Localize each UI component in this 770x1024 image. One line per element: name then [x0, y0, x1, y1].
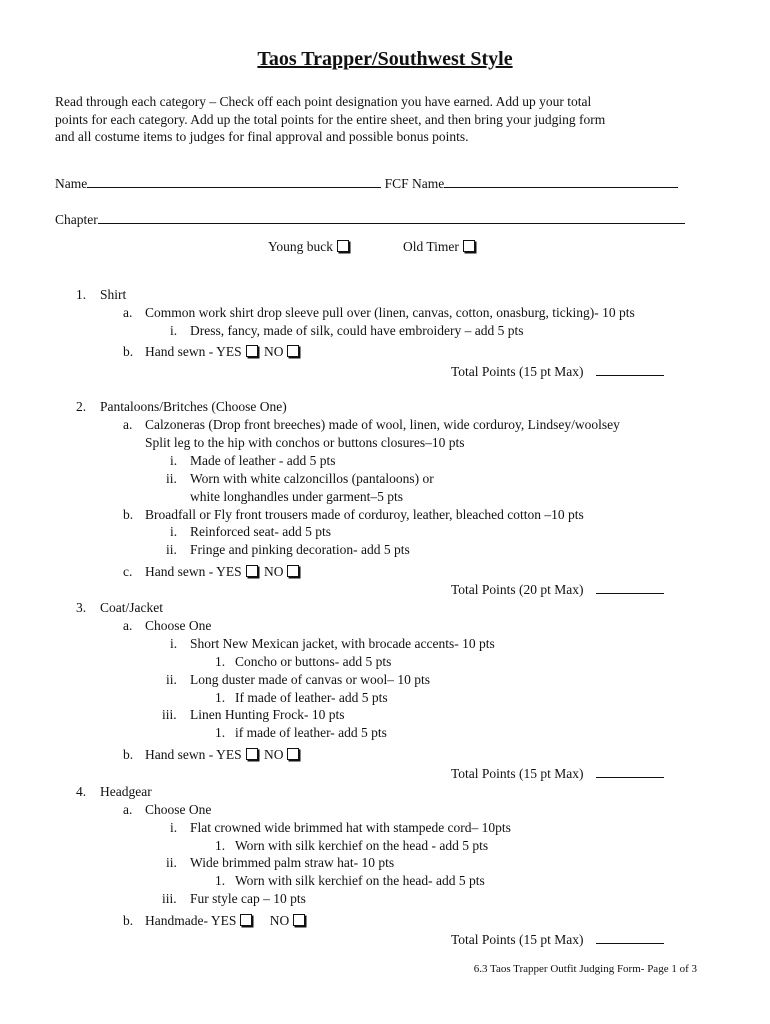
item-marker: i.	[170, 636, 178, 651]
item-text: Choose One	[145, 618, 212, 633]
item-text: Wide brimmed palm straw hat- 10 pts	[190, 855, 395, 870]
yes-checkbox[interactable]	[240, 914, 252, 926]
total-points-row	[451, 581, 664, 598]
item-marker: 1.	[215, 690, 226, 705]
item-marker: b.	[123, 344, 134, 359]
section-number: 4.	[76, 784, 87, 799]
section-number: 1.	[76, 287, 87, 302]
hand-sewn-yes-label: Hand sewn - YES	[145, 344, 242, 359]
total-points-label: Total Points (15 pt Max)	[451, 364, 584, 379]
chapter-label: Chapter	[55, 212, 98, 227]
item-text: Broadfall or Fly front trousers made of corduroy, leather, bleached cotton –10 pts	[145, 507, 584, 522]
item-marker: a.	[123, 417, 133, 432]
item-marker: 1.	[215, 838, 226, 853]
total-points-label: Total Points (20 pt Max)	[451, 582, 584, 597]
young-buck-label: Young buck	[268, 239, 334, 254]
item-text: Reinforced seat- add 5 pts	[190, 524, 331, 539]
no-label: NO	[263, 747, 284, 762]
no-checkbox[interactable]	[287, 748, 299, 760]
item-text: if made of leather- add 5 pts	[235, 725, 387, 740]
no-label: NO	[269, 913, 290, 928]
old-timer-label: Old Timer	[403, 239, 459, 254]
item-marker: iii.	[162, 707, 177, 722]
yes-checkbox[interactable]	[246, 748, 258, 760]
item-text: Concho or buttons- add 5 pts	[235, 654, 392, 669]
instructions-line: points for each category. Add up the total points for the entire sheet, and then bring your judging form	[55, 111, 606, 127]
item-text: Made of leather - add 5 pts	[190, 453, 336, 468]
item-marker: ii.	[166, 471, 177, 486]
young-buck-checkbox[interactable]	[337, 240, 349, 252]
item-marker: b.	[123, 913, 134, 928]
item-marker: a.	[123, 802, 133, 817]
no-checkbox[interactable]	[287, 345, 299, 357]
total-points-field[interactable]	[596, 765, 664, 778]
item-text: white longhandles under garment–5 pts	[190, 489, 403, 504]
section-title-headgear: Headgear	[100, 784, 152, 799]
item-text: Worn with white calzoncillos (pantaloons) or	[190, 471, 434, 486]
item-text: Flat crowned wide brimmed hat with stampede cord– 10pts	[190, 820, 511, 835]
section-title-shirt: Shirt	[100, 287, 127, 302]
item-marker: b.	[123, 747, 134, 762]
item-marker: 1.	[215, 725, 226, 740]
item-marker: ii.	[166, 542, 177, 557]
section-number: 3.	[76, 600, 87, 615]
item-text: Long duster made of canvas or wool– 10 pts	[190, 672, 430, 687]
handmade-row	[145, 912, 305, 929]
total-points-field[interactable]	[596, 931, 664, 944]
item-text: Fringe and pinking decoration- add 5 pts	[190, 542, 410, 557]
item-text: Split leg to the hip with conchos or buttons closures–10 pts	[145, 435, 465, 450]
yes-checkbox[interactable]	[246, 345, 258, 357]
item-marker: a.	[123, 305, 133, 320]
yes-checkbox[interactable]	[246, 565, 258, 577]
item-text: Choose One	[145, 802, 212, 817]
item-marker: c.	[123, 564, 133, 579]
item-marker: a.	[123, 618, 133, 633]
total-points-field[interactable]	[596, 363, 664, 376]
hand-sewn-yes-label: Hand sewn - YES	[145, 564, 242, 579]
item-text: Common work shirt drop sleeve pull over (linen, canvas, cotton, onasburg, ticking)- 10 pts	[145, 305, 635, 320]
total-points-field[interactable]	[596, 581, 664, 594]
item-text: Dress, fancy, made of silk, could have embroidery – add 5 pts	[190, 323, 524, 338]
hand-sewn-row	[145, 563, 299, 580]
item-text: Calzoneras (Drop front breeches) made of wool, linen, wide corduroy, Lindsey/woolsey	[145, 417, 620, 432]
young-buck-option[interactable]	[268, 238, 349, 255]
section-title-coat: Coat/Jacket	[100, 600, 163, 615]
item-marker: 1.	[215, 654, 226, 669]
item-marker: i.	[170, 453, 178, 468]
item-marker: i.	[170, 820, 178, 835]
hand-sewn-row	[145, 746, 299, 763]
total-points-row	[451, 931, 664, 948]
item-text: Fur style cap – 10 pts	[190, 891, 306, 906]
item-marker: 1.	[215, 873, 226, 888]
item-marker: iii.	[162, 891, 177, 906]
item-text: Worn with silk kerchief on the head- add 5 pts	[235, 873, 485, 888]
item-marker: ii.	[166, 855, 177, 870]
instructions	[55, 93, 705, 146]
name-row	[55, 175, 678, 192]
item-marker: i.	[170, 524, 178, 539]
instructions-line: Read through each category – Check off each point designation you have earned. Add up your total	[55, 94, 592, 109]
chapter-row	[55, 211, 685, 228]
instructions-line: and all costume items to judges for final approval and possible bonus points.	[55, 129, 469, 144]
no-label: NO	[263, 344, 284, 359]
section-number: 2.	[76, 399, 87, 414]
item-marker: ii.	[166, 672, 177, 687]
item-text: Linen Hunting Frock- 10 pts	[190, 707, 345, 722]
handmade-yes-label: Handmade- YES	[145, 913, 237, 928]
fcf-name-field[interactable]	[444, 175, 678, 188]
total-points-row	[451, 765, 664, 782]
hand-sewn-row	[145, 343, 299, 360]
chapter-field[interactable]	[98, 211, 685, 224]
no-label: NO	[263, 564, 284, 579]
page-title: Taos Trapper/Southwest Style	[257, 48, 513, 70]
hand-sewn-yes-label: Hand sewn - YES	[145, 747, 242, 762]
section-title-pantaloons: Pantaloons/Britches (Choose One)	[100, 399, 287, 414]
total-points-row	[451, 363, 664, 380]
no-checkbox[interactable]	[293, 914, 305, 926]
item-text: If made of leather- add 5 pts	[235, 690, 388, 705]
fcf-name-label: FCF Name	[384, 176, 445, 191]
item-marker: b.	[123, 507, 134, 522]
item-text: Short New Mexican jacket, with brocade accents- 10 pts	[190, 636, 495, 651]
name-field[interactable]	[87, 175, 381, 188]
old-timer-checkbox[interactable]	[463, 240, 475, 252]
no-checkbox[interactable]	[287, 565, 299, 577]
item-text: Worn with silk kerchief on the head - add 5 pts	[235, 838, 489, 853]
old-timer-option[interactable]	[403, 238, 475, 255]
item-marker: i.	[170, 323, 178, 338]
page-footer: 6.3 Taos Trapper Outfit Judging Form- Page 1 of 3	[473, 963, 697, 975]
total-points-label: Total Points (15 pt Max)	[451, 932, 584, 947]
total-points-label: Total Points (15 pt Max)	[451, 766, 584, 781]
name-label: Name	[55, 176, 88, 191]
